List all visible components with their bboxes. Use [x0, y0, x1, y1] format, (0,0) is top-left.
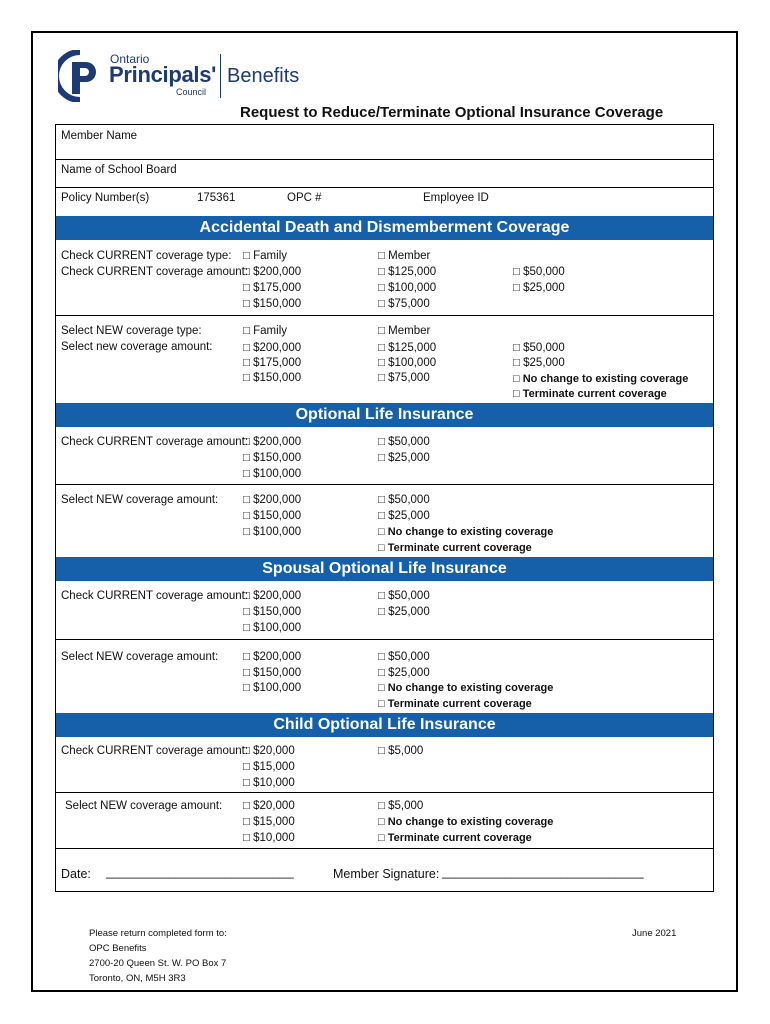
checkbox-terminate[interactable]: □ Terminate current coverage: [513, 388, 667, 400]
spousal-new-label: Select NEW coverage amount:: [61, 651, 219, 663]
opc-field[interactable]: OPC #: [287, 192, 322, 204]
footer-line: Toronto, ON, M5H 3R3: [89, 973, 186, 984]
spousal-current-label: Check CURRENT coverage amount:: [61, 590, 249, 602]
add-new-amount-label: Select new coverage amount:: [61, 341, 213, 353]
checkbox-option[interactable]: □ $200,000: [243, 266, 302, 278]
checkbox-option[interactable]: □ $50,000: [378, 590, 430, 602]
employee-id-field[interactable]: Employee ID: [423, 192, 489, 204]
checkbox-option[interactable]: □ Family: [243, 250, 288, 262]
date-label: Date:: [61, 867, 91, 881]
checkbox-option[interactable]: □ $150,000: [243, 298, 302, 310]
checkbox-option[interactable]: □ $200,000: [243, 494, 302, 506]
checkbox-option[interactable]: □ $125,000: [378, 342, 437, 354]
checkbox-option[interactable]: □ $100,000: [243, 622, 302, 634]
logo-benefits: Benefits: [227, 65, 300, 87]
divider: [56, 315, 713, 316]
life-heading: Optional Life Insurance: [56, 403, 713, 427]
divider: [56, 187, 713, 188]
logo-p-icon: [58, 50, 106, 102]
checkbox-option[interactable]: □ $50,000: [378, 436, 430, 448]
checkbox-option[interactable]: □ $25,000: [513, 282, 565, 294]
checkbox-option[interactable]: □ $25,000: [378, 667, 430, 679]
checkbox-no-change[interactable]: □ No change to existing coverage: [378, 526, 554, 538]
form-title: Request to Reduce/Terminate Optional Insurance Coverage: [240, 104, 664, 121]
add-current-type-label: Check CURRENT coverage type:: [61, 250, 232, 262]
policy-label: Policy Number(s): [61, 192, 150, 204]
checkbox-option[interactable]: □ $150,000: [243, 372, 302, 384]
checkbox-terminate[interactable]: □ Terminate current coverage: [378, 832, 532, 844]
checkbox-terminate[interactable]: □ Terminate current coverage: [378, 698, 532, 710]
opc-logo: [58, 50, 308, 102]
checkbox-terminate[interactable]: □ Terminate current coverage: [378, 542, 532, 554]
checkbox-option[interactable]: □ $50,000: [378, 651, 430, 663]
checkbox-option[interactable]: □ $100,000: [243, 526, 302, 538]
member-name-field[interactable]: Member Name: [61, 130, 138, 142]
checkbox-option[interactable]: □ $150,000: [243, 510, 302, 522]
divider: [56, 639, 713, 640]
checkbox-option[interactable]: □ $20,000: [243, 800, 295, 812]
checkbox-option[interactable]: □ $25,000: [378, 606, 430, 618]
checkbox-option[interactable]: □ $75,000: [378, 372, 430, 384]
checkbox-option[interactable]: □ $150,000: [243, 667, 302, 679]
checkbox-option[interactable]: □ $100,000: [243, 468, 302, 480]
logo-divider: [220, 54, 221, 98]
divider: [56, 848, 713, 849]
checkbox-option[interactable]: □ $200,000: [243, 590, 302, 602]
checkbox-option[interactable]: □ $100,000: [378, 282, 437, 294]
checkbox-option[interactable]: □ $150,000: [243, 606, 302, 618]
add-new-type-label: Select NEW coverage type:: [61, 325, 202, 337]
checkbox-option[interactable]: □ $50,000: [513, 266, 565, 278]
checkbox-option[interactable]: □ $100,000: [243, 682, 302, 694]
add-heading: Accidental Death and Dismemberment Coverage: [56, 216, 713, 240]
signature-label: Member Signature:: [333, 867, 440, 881]
life-current-label: Check CURRENT coverage amount:: [61, 436, 249, 448]
date-field[interactable]: ___________________________: [106, 865, 294, 879]
checkbox-no-change[interactable]: □ No change to existing coverage: [378, 682, 554, 694]
checkbox-no-change[interactable]: □ No change to existing coverage: [378, 816, 554, 828]
logo-council: Council: [176, 87, 207, 97]
footer-address: [89, 926, 227, 986]
checkbox-option[interactable]: □ Family: [243, 325, 288, 337]
footer-line: OPC Benefits: [89, 943, 147, 954]
signature-field[interactable]: _____________________________: [442, 865, 644, 879]
checkbox-option[interactable]: □ $25,000: [378, 452, 430, 464]
checkbox-option[interactable]: □ $150,000: [243, 452, 302, 464]
checkbox-option[interactable]: □ $15,000: [243, 761, 295, 773]
checkbox-option[interactable]: □ $75,000: [378, 298, 430, 310]
child-new-label: Select NEW coverage amount:: [65, 800, 223, 812]
checkbox-option[interactable]: □ $10,000: [243, 832, 295, 844]
logo-ontario: Ontario: [110, 52, 150, 66]
checkbox-option[interactable]: □ $10,000: [243, 777, 295, 789]
school-board-field[interactable]: Name of School Board: [61, 164, 177, 176]
divider: [56, 159, 713, 160]
footer-line: Please return completed form to:: [89, 928, 227, 939]
checkbox-option[interactable]: □ $100,000: [378, 357, 437, 369]
life-new-label: Select NEW coverage amount:: [61, 494, 219, 506]
checkbox-option[interactable]: □ $5,000: [378, 745, 424, 757]
checkbox-option[interactable]: □ $25,000: [513, 357, 565, 369]
footer-line: 2700-20 Queen St. W. PO Box 7: [89, 958, 227, 969]
divider: [56, 484, 713, 485]
footer-date: June 2021: [632, 928, 677, 939]
add-current-amount-label: Check CURRENT coverage amount:: [61, 266, 249, 278]
policy-value: 175361: [197, 192, 236, 204]
child-current-label: Check CURRENT coverage amount:: [61, 745, 249, 757]
checkbox-option[interactable]: □ $175,000: [243, 357, 302, 369]
checkbox-option[interactable]: □ $50,000: [378, 494, 430, 506]
child-heading: Child Optional Life Insurance: [56, 713, 713, 737]
checkbox-option[interactable]: □ $125,000: [378, 266, 437, 278]
divider: [56, 792, 713, 793]
form-table: [55, 124, 714, 892]
checkbox-option[interactable]: □ $200,000: [243, 342, 302, 354]
spousal-heading: Spousal Optional Life Insurance: [56, 557, 713, 581]
checkbox-option[interactable]: □ Member: [378, 250, 431, 262]
checkbox-option[interactable]: □ $20,000: [243, 745, 295, 757]
checkbox-option[interactable]: □ $175,000: [243, 282, 302, 294]
checkbox-option[interactable]: □ $200,000: [243, 651, 302, 663]
checkbox-option[interactable]: □ $5,000: [378, 800, 424, 812]
logo-principals: Principals': [109, 62, 217, 87]
checkbox-option[interactable]: □ $200,000: [243, 436, 302, 448]
checkbox-option[interactable]: □ Member: [378, 325, 431, 337]
checkbox-option[interactable]: □ $15,000: [243, 816, 295, 828]
checkbox-no-change[interactable]: □ No change to existing coverage: [513, 373, 689, 385]
checkbox-option[interactable]: □ $25,000: [378, 510, 430, 522]
checkbox-option[interactable]: □ $50,000: [513, 342, 565, 354]
